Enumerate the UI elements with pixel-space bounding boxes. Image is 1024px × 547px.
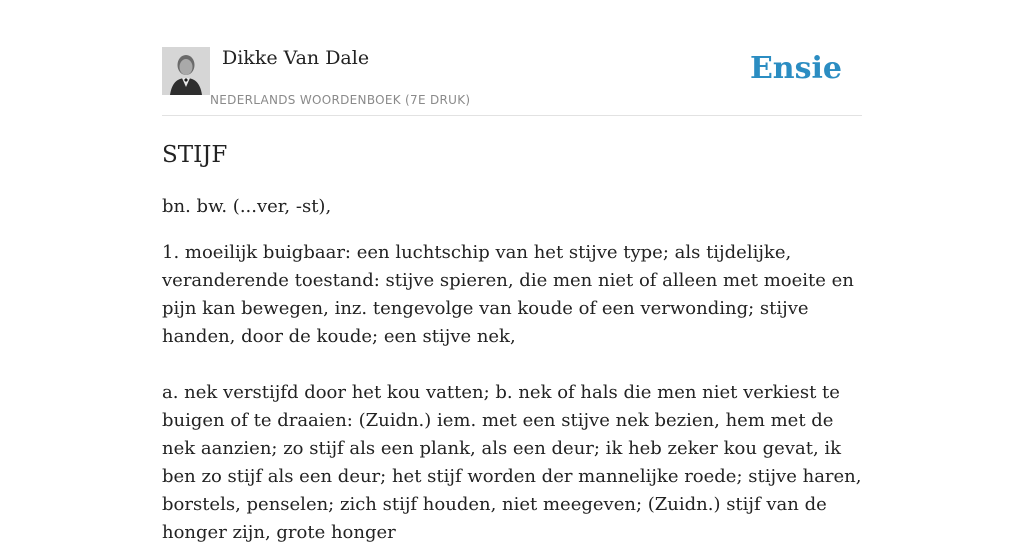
author-avatar[interactable] bbox=[162, 47, 210, 95]
entry-header bbox=[162, 0, 862, 116]
entry-grammar: bn. bw. (...ver, -st), bbox=[162, 196, 332, 217]
ensie-logo[interactable]: Ensie bbox=[749, 51, 842, 86]
entry-definition-1: 1. moeilijk buigbaar: een luchtschip van het stijve type; als tijdelijke, veranderende toestand: stijve spieren, die men niet of alleen met moeite en pijn kan bewegen, inz. tengevolge van koude of een verwonding; stijve handen, door de koude; een stijve nek, bbox=[162, 242, 854, 347]
author-name[interactable]: Dikke Van Dale bbox=[222, 47, 370, 69]
dictionary-source[interactable]: NEDERLANDS WOORDENBOEK (7E DRUK) bbox=[210, 93, 471, 107]
entry-definition-2: a. nek verstijfd door het kou vatten; b. nek of hals die men niet verkiest te buigen of te draaien: (Zuidn.) iem. met een stijve nek bezien, hem met de nek aanzien; zo stijf als een plank, als een deur; ik heb zeker kou gevat, ik ben zo stijf als een deur; het stijf worden der mannelijke roede; stijve haren, borstels, penselen; zich stijf houden, niet meegeven; (Zuidn.) stijf van de honger zijn, grote honger bbox=[162, 382, 862, 543]
content-container bbox=[162, 0, 862, 547]
portrait-image bbox=[162, 47, 210, 95]
entry-title: STIJF bbox=[162, 142, 228, 168]
